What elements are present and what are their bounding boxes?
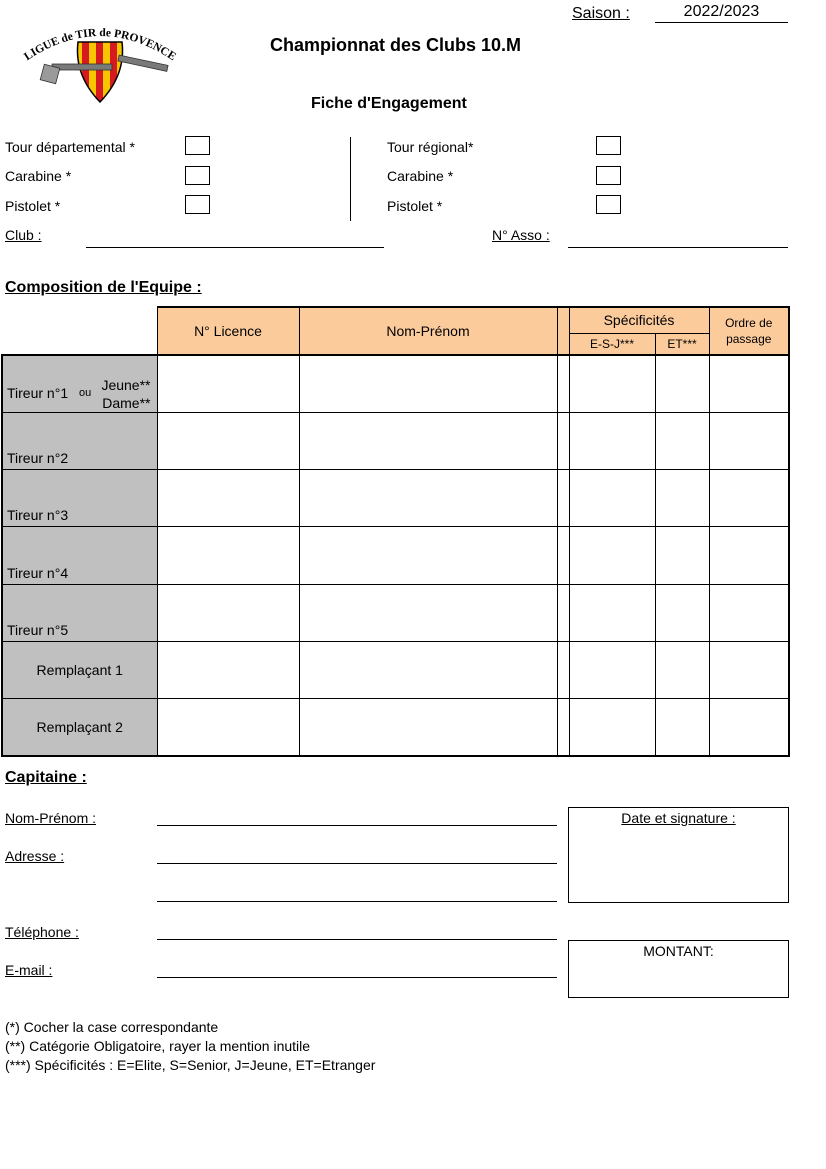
row-label-tireur-2 <box>2 412 157 469</box>
table-row <box>2 355 789 412</box>
dep-carabine-label: Carabine * <box>5 168 72 184</box>
cell-nom[interactable] <box>299 355 557 412</box>
cell-nom[interactable] <box>299 469 557 526</box>
cell-esj[interactable] <box>569 526 655 584</box>
season-label: Saison : <box>572 5 630 22</box>
cell-ordre[interactable] <box>709 469 789 526</box>
row-label-tireur-3 <box>2 469 157 526</box>
row-label-ou: ou <box>79 387 92 399</box>
row-label-tireur-4 <box>2 526 157 584</box>
tours-divider <box>350 137 351 221</box>
captain-adresse-field-2[interactable] <box>157 901 557 902</box>
reg-carabine-label: Carabine * <box>387 168 454 184</box>
cell-licence[interactable] <box>157 584 299 641</box>
col-header-licence: N° Licence <box>157 307 299 355</box>
svg-text:LIGUE de TIR de PROVENCE: LIGUE de TIR de PROVENCE <box>22 26 178 64</box>
captain-telephone-field[interactable] <box>157 939 557 940</box>
captain-nom-label: Nom-Prénom : <box>5 810 97 826</box>
signature-box[interactable] <box>568 807 789 903</box>
reg-carabine-checkbox[interactable] <box>596 166 621 185</box>
cell-et[interactable] <box>655 698 709 756</box>
ligue-provence-logo <box>22 20 178 106</box>
cell-nom[interactable] <box>299 526 557 584</box>
row-label-remplacant-1: Remplaçant 1 <box>2 641 157 698</box>
cell-licence[interactable] <box>157 412 299 469</box>
cell-esj[interactable] <box>569 584 655 641</box>
cell-licence[interactable] <box>157 698 299 756</box>
montant-box[interactable] <box>568 940 789 998</box>
form-subtitle: Fiche d'Engagement <box>311 95 467 112</box>
cell-esj[interactable] <box>569 698 655 756</box>
captain-email-label: E-mail : <box>5 962 53 978</box>
row-label-jeune[interactable]: Jeune** <box>101 377 151 393</box>
cell-et[interactable] <box>655 641 709 698</box>
dep-pistolet-checkbox[interactable] <box>185 195 210 214</box>
cell-licence[interactable] <box>157 469 299 526</box>
row-label-tireur-1 <box>2 355 157 412</box>
row-label-dame[interactable]: Dame** <box>102 395 151 411</box>
col-header-esj: E-S-J*** <box>569 333 655 355</box>
team-section-title: Composition de l'Equipe : <box>5 279 202 296</box>
cell-ordre[interactable] <box>709 698 789 756</box>
row-label-text: Tireur n°5 <box>7 621 69 638</box>
cell-esj[interactable] <box>569 412 655 469</box>
asso-label: N° Asso : <box>492 227 550 243</box>
club-label: Club : <box>5 227 42 243</box>
cell-spacer <box>557 584 569 641</box>
cell-spacer <box>557 412 569 469</box>
cell-et[interactable] <box>655 584 709 641</box>
captain-nom-field[interactable] <box>157 825 557 826</box>
captain-adresse-label: Adresse : <box>5 848 65 864</box>
row-label-text: Tireur n°2 <box>7 449 69 466</box>
cell-nom[interactable] <box>299 698 557 756</box>
tour-departemental-checkbox[interactable] <box>185 136 210 155</box>
cell-spacer <box>557 641 569 698</box>
table-row <box>2 526 789 584</box>
captain-email-field[interactable] <box>157 977 557 978</box>
col-header-et: ET*** <box>655 333 709 355</box>
cell-licence[interactable] <box>157 355 299 412</box>
asso-field[interactable] <box>568 247 788 248</box>
table-row <box>2 412 789 469</box>
cell-nom[interactable] <box>299 641 557 698</box>
cell-et[interactable] <box>655 526 709 584</box>
row-label-text: Tireur n°3 <box>7 506 69 523</box>
cell-esj[interactable] <box>569 355 655 412</box>
captain-telephone-label: Téléphone : <box>5 924 79 940</box>
cell-nom[interactable] <box>299 584 557 641</box>
cell-licence[interactable] <box>157 526 299 584</box>
cell-et[interactable] <box>655 412 709 469</box>
table-row <box>2 584 789 641</box>
tour-departemental-label: Tour départemental * <box>5 139 135 155</box>
reg-pistolet-label: Pistolet * <box>387 198 443 214</box>
club-field[interactable] <box>86 247 384 248</box>
table-corner <box>2 307 157 355</box>
col-header-ordre: Ordre de passage <box>709 307 789 355</box>
captain-adresse-field-1[interactable] <box>157 863 557 864</box>
cell-ordre[interactable] <box>709 641 789 698</box>
page-title: Championnat des Clubs 10.M <box>270 35 522 55</box>
col-header-nom: Nom-Prénom <box>299 307 557 355</box>
dep-carabine-checkbox[interactable] <box>185 166 210 185</box>
col-header-spacer <box>557 307 569 355</box>
montant-label: MONTANT: <box>643 943 714 959</box>
signature-label: Date et signature : <box>621 810 736 826</box>
cell-licence[interactable] <box>157 641 299 698</box>
cell-nom[interactable] <box>299 412 557 469</box>
row-label-tireur-5 <box>2 584 157 641</box>
note-1: (*) Cocher la case correspondante <box>5 1019 219 1035</box>
season-value[interactable]: 2022/2023 <box>683 3 760 20</box>
table-row <box>2 698 789 756</box>
cell-ordre[interactable] <box>709 584 789 641</box>
note-3: (***) Spécificités : E=Elite, S=Senior, J=Jeune, ET=Etranger <box>5 1057 376 1073</box>
tour-regional-label: Tour régional* <box>387 139 474 155</box>
cell-ordre[interactable] <box>709 355 789 412</box>
col-header-specificites: Spécificités <box>569 307 709 333</box>
cell-et[interactable] <box>655 469 709 526</box>
cell-spacer <box>557 355 569 412</box>
cell-spacer <box>557 698 569 756</box>
row-label-remplacant-2: Remplaçant 2 <box>2 698 157 756</box>
note-2: (**) Catégorie Obligatoire, rayer la mention inutile <box>5 1038 311 1054</box>
season-underline <box>655 22 788 23</box>
row-label-text: Tireur n°4 <box>7 564 69 581</box>
cell-esj[interactable] <box>569 641 655 698</box>
cell-ordre[interactable] <box>709 412 789 469</box>
row-label-text: Tireur n°1 <box>7 385 69 401</box>
captain-section-title: Capitaine : <box>5 769 87 786</box>
cell-spacer <box>557 526 569 584</box>
dep-pistolet-label: Pistolet * <box>5 198 61 214</box>
table-row <box>2 641 789 698</box>
reg-pistolet-checkbox[interactable] <box>596 195 621 214</box>
cell-esj[interactable] <box>569 469 655 526</box>
cell-spacer <box>557 469 569 526</box>
team-table <box>1 306 790 757</box>
tour-regional-checkbox[interactable] <box>596 136 621 155</box>
cell-ordre[interactable] <box>709 526 789 584</box>
cell-et[interactable] <box>655 355 709 412</box>
table-row <box>2 469 789 526</box>
